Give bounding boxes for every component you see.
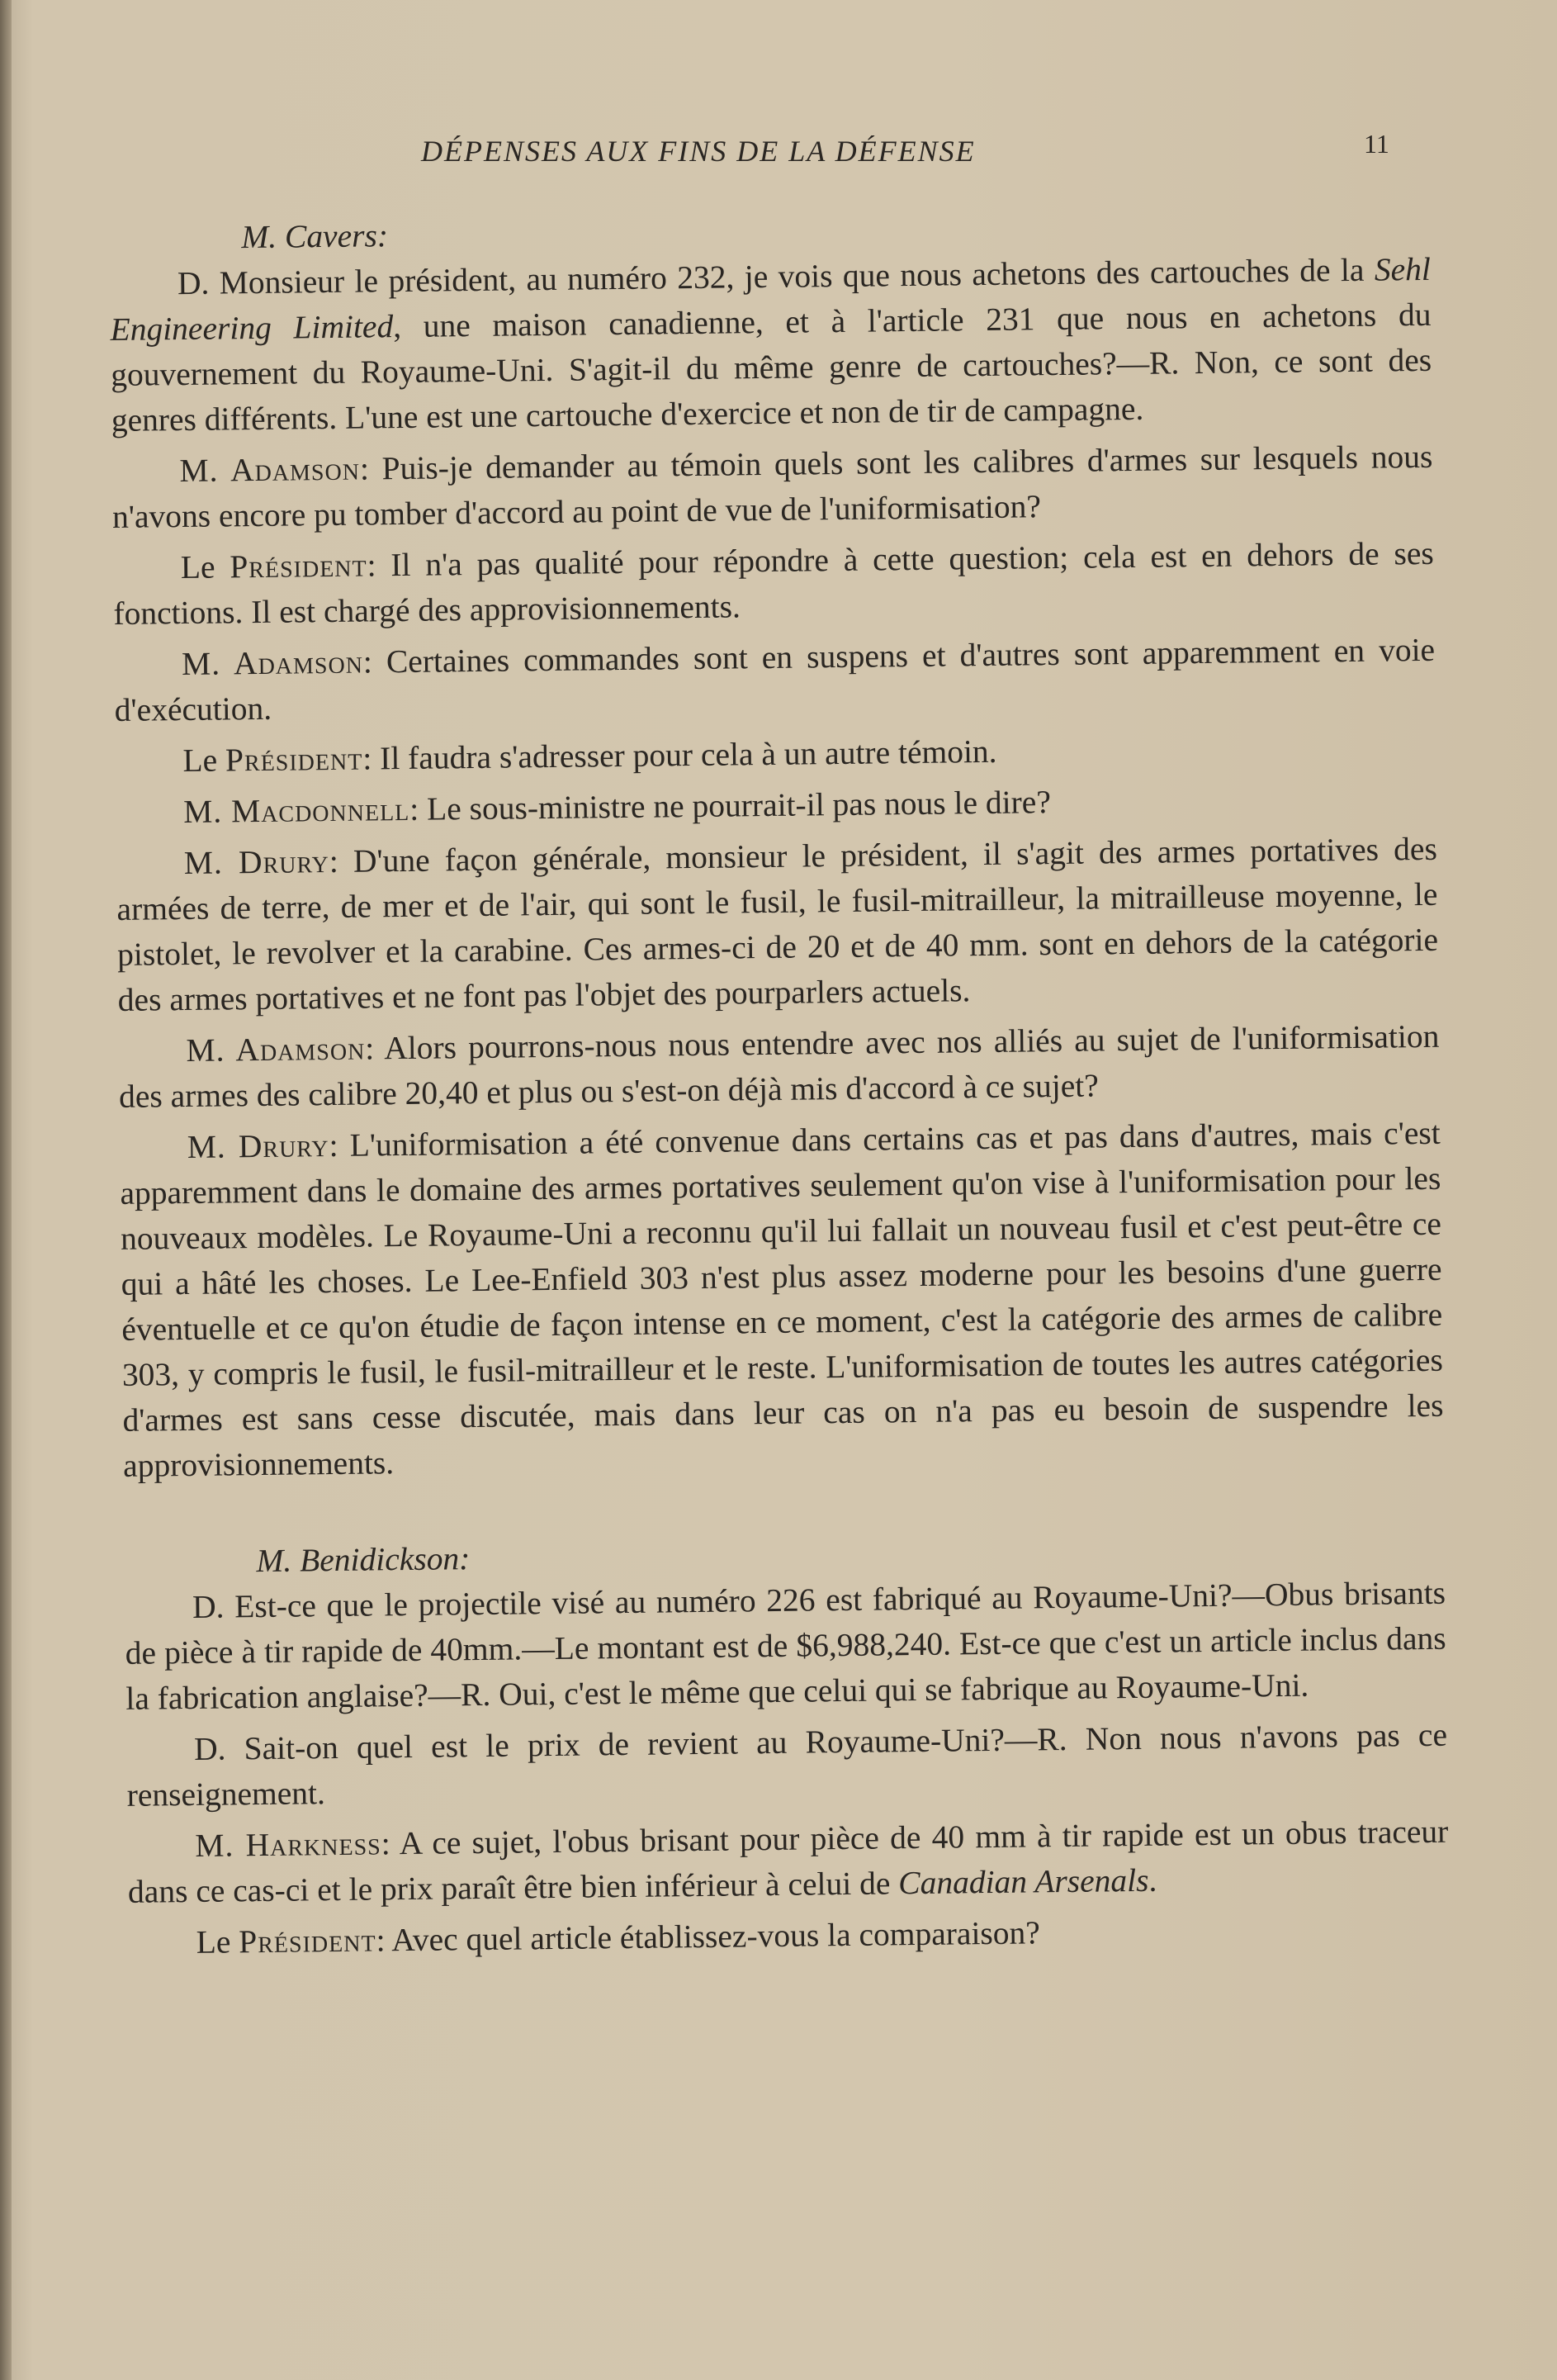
page-header	[0, 129, 1557, 183]
speaker-name: M. Adamson	[179, 450, 361, 490]
paragraph-harkness	[127, 1809, 1449, 1915]
speaker-prefix: Le	[196, 1923, 239, 1960]
speaker-name: M. Drury	[187, 1127, 329, 1165]
paragraph-text: : L'uniformisation a été convenue dans certains cas et pas dans d'autres, mais c'est apparemment dans le domaine des armes portatives seulement qu'on vise à l'uniformisation pour les nouveaux modèles. Le Royaume-Uni a reconnu qu'il lui fallait un nouveau fusil et c'est peut-être ce qui a hâté les choses. Le Lee-Enfield 303 n'est plus assez moderne pour les besoins d'une guerre éventuelle et ce qu'on étudie de façon intense en ce moment, c'est la catégorie des armes de calibre 303, y compris le fusil, le fusil-mitrailleur et le reste. L'uniformisation de toutes les autres catégories d'armes est sans cesse discutée, mais dans leur cas on n'a pas eu besoin de suspendre les approvisionnements.	[120, 1114, 1444, 1484]
paragraph-text: D. Est-ce que le projectile visé au numéro 226 est fabriqué au Royaume-Uni?—Obus brisants de pièce à tir rapide de 40mm.—Le montant est de $6,988,240. Est-ce que c'est un article inclus dans la fabrication anglaise?—R. Oui, c'est le même que celui qui se fabrique au Royaume-Uni.	[125, 1574, 1446, 1717]
paragraph-text: D. Sait-on quel est le prix de revient au Royaume-Uni?—R. Non nous n'avons pas ce renseignement.	[126, 1716, 1448, 1813]
paragraph-adamson-2	[114, 628, 1436, 733]
paragraph-president-3	[128, 1906, 1450, 1966]
speaker-heading-cavers: M. Cavers:	[241, 217, 389, 256]
speaker-name: M. Adamson	[181, 643, 364, 683]
paragraph-president-2	[115, 724, 1436, 785]
speaker-name: Président	[225, 740, 363, 779]
speaker-name: Président	[230, 547, 367, 586]
paragraph-text: : Avec quel article établissez-vous la comparaison?	[376, 1914, 1041, 1959]
speaker-heading-benidickson: M. Benidickson:	[256, 1540, 471, 1580]
paragraph-text: , une maison canadienne, et à l'article 231 que nous en achetons du gouvernement du Royaume-Uni. S'agit-il du même genre de cartouches?—R. Non, ce sont des genres différents. L'une est une cartouche d'exercice et non de tir de campagne.	[110, 296, 1432, 439]
paragraph-text: : Certaines commandes sont en suspens et d'autres sont apparemment en voie d'exécution.	[114, 631, 1436, 728]
paragraph-adamson-1	[111, 434, 1433, 540]
paragraph-text: D. Monsieur le président, au numéro 232, je vois que nous achetons des cartouches de la	[177, 251, 1375, 302]
paragraph-text: .	[1148, 1861, 1157, 1899]
paragraph-drury-2	[119, 1111, 1444, 1489]
paragraph-text: : Puis-je demander au témoin quels sont les calibres d'armes sur lesquels nous n'avons encore pu tomber d'accord au point de vue de l'uniformisation?	[111, 438, 1433, 535]
speaker-name: M. Adamson	[186, 1030, 366, 1069]
speaker-name: Président	[239, 1922, 376, 1960]
paragraph-text: : A ce sujet, l'obus brisant pour pièce de 40 mm à tir rapide est un obus traceur dans ce cas-ci et le prix paraît être bien inférieur à celui de	[127, 1813, 1449, 1910]
paragraph-macdonnell	[116, 775, 1437, 836]
speaker-name: M. Macdonnell	[182, 790, 410, 831]
company-name: Sehl Engineering Limited	[110, 250, 1432, 348]
paragraph-adamson-3	[118, 1014, 1440, 1120]
paragraph-text: : Alors pourrons-nous nous entendre avec nos alliés au sujet de l'uniformisation des armes des calibre 20,40 et plus ou s'est-on déjà mis d'accord à ce sujet?	[118, 1017, 1440, 1115]
paragraph-text: : D'une façon générale, monsieur le président, il s'agit des armes portatives des armées de terre, de mer et de l'air, qui sont le fusil, le fusil-mitrailleur, la mitrailleuse moyenne, le pistolet, le revolver et la carabine. Ces armes-ci de 20 et de 40 mm. sont en dehors de la catégorie des armes portatives et ne font pas l'objet des pourparlers actuels.	[116, 830, 1439, 1018]
running-title: DÉPENSES AUX FINS DE LA DÉFENSE	[421, 135, 976, 168]
paragraph-text: : Il faudra s'adresser pour cela à un autre témoin.	[362, 732, 997, 777]
paragraph-drury-1	[116, 827, 1439, 1023]
paragraph-text: : Il n'a pas qualité pour répondre à cette question; cela est en dehors de ses fonctions. Il est chargé des approvisionnements.	[113, 534, 1434, 632]
book-spine-edge	[0, 0, 12, 2380]
paragraph-text: : Le sous-ministre ne pourrait-il pas nous le dire?	[409, 784, 1052, 827]
paragraph-benidickson-question-2	[126, 1713, 1448, 1818]
paragraph-president-1	[113, 531, 1435, 637]
paragraph-benidickson-question-1	[125, 1571, 1447, 1722]
speaker-prefix: Le	[180, 548, 230, 586]
page-number: 11	[1364, 129, 1389, 159]
speaker-name: M. Drury	[183, 843, 330, 882]
body-text	[109, 201, 1450, 1972]
company-name: Canadian Arsenals	[897, 1861, 1149, 1902]
speaker-prefix: Le	[182, 742, 226, 780]
paragraph-cavers-question	[110, 247, 1432, 443]
speaker-name: M. Harkness	[195, 1825, 381, 1864]
